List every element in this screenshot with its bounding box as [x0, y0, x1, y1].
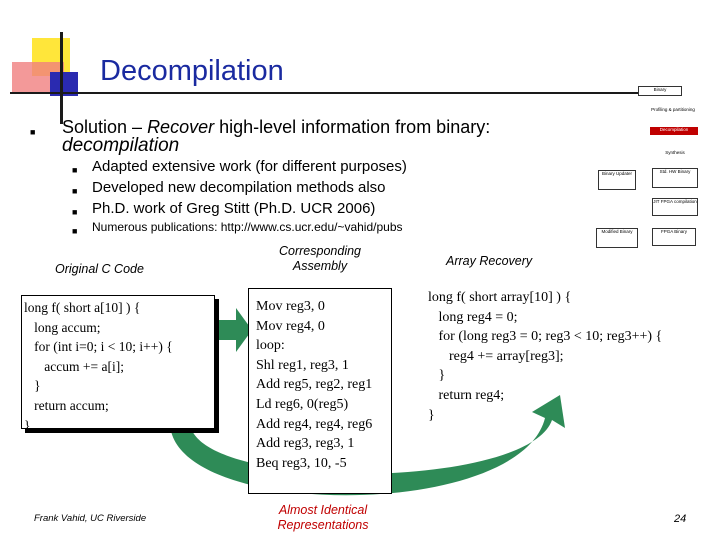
flow-box-updater: Binary Updater [598, 170, 636, 190]
main-bullet-text: Solution – Recover high-level information from binary: [62, 117, 491, 137]
bullet-marker: ■ [72, 207, 78, 217]
page-number: 24 [674, 513, 687, 525]
sub-bullet-2: Developed new decompilation methods also [92, 179, 386, 196]
bullet-marker: ■ [30, 127, 36, 137]
sub-bullet-4: Numerous publications: http://www.cs.ucr.edu/~vahid/pubs [92, 220, 403, 234]
bullet-marker: ■ [72, 186, 78, 196]
bullet-marker: ■ [72, 165, 78, 175]
original-code-box [21, 295, 215, 433]
sub-bullet-3: Ph.D. work of Greg Stitt (Ph.D. UCR 2006) [92, 200, 376, 217]
main-bullet-emphasis: decompilation [62, 135, 180, 156]
label-assembly: Corresponding Assembly [279, 244, 361, 273]
recovered-code: long f( short array[10] ) { long reg4 = 0; for (long reg3 = 0; reg3 < 10; reg3++) { reg4 += array[reg3]; } return reg4; } [428, 290, 663, 423]
arrow-right [214, 308, 252, 352]
label-array-recovery: Array Recovery [446, 254, 533, 268]
flow-box-hw-binary: Std. HW Binary [652, 168, 698, 188]
label-original-c: Original C Code [55, 262, 144, 276]
flow-box-jit: JIT FPGA compilation [652, 198, 698, 216]
assembly-box [248, 288, 392, 494]
flow-box-modified-binary: Modified Binary [596, 228, 638, 248]
flow-box-fpga-binary: FPGA Binary [652, 228, 696, 246]
label-almost-identical: Almost Identical Representations [277, 503, 369, 532]
original-code: long f( short a[10] ) { long accum; for (int i=0; i < 10; i++) { accum += a[i]; } return accum; } [24, 300, 173, 433]
slide-title: Decompilation [100, 55, 284, 87]
flow-box-decompilation: Decompilation [650, 127, 698, 135]
sub-bullet-1: Adapted extensive work (for different purposes) [92, 158, 407, 175]
bullet-marker: ■ [72, 226, 78, 236]
flow-box-profiling: Profiling & partitioning [651, 107, 695, 112]
assembly-code: Mov reg3, 0 Mov reg4, 0 loop: Shl reg1, reg3, 1 Add reg5, reg2, reg1 Ld reg6, 0(reg5) Add reg4, reg4, reg6 Add reg3, reg3, 1 Beq reg3, 10, -5 [256, 299, 373, 471]
flow-box-binary: Binary [638, 86, 682, 96]
flow-box-synthesis: Synthesis [665, 150, 685, 155]
footer-author: Frank Vahid, UC Riverside [34, 513, 147, 524]
